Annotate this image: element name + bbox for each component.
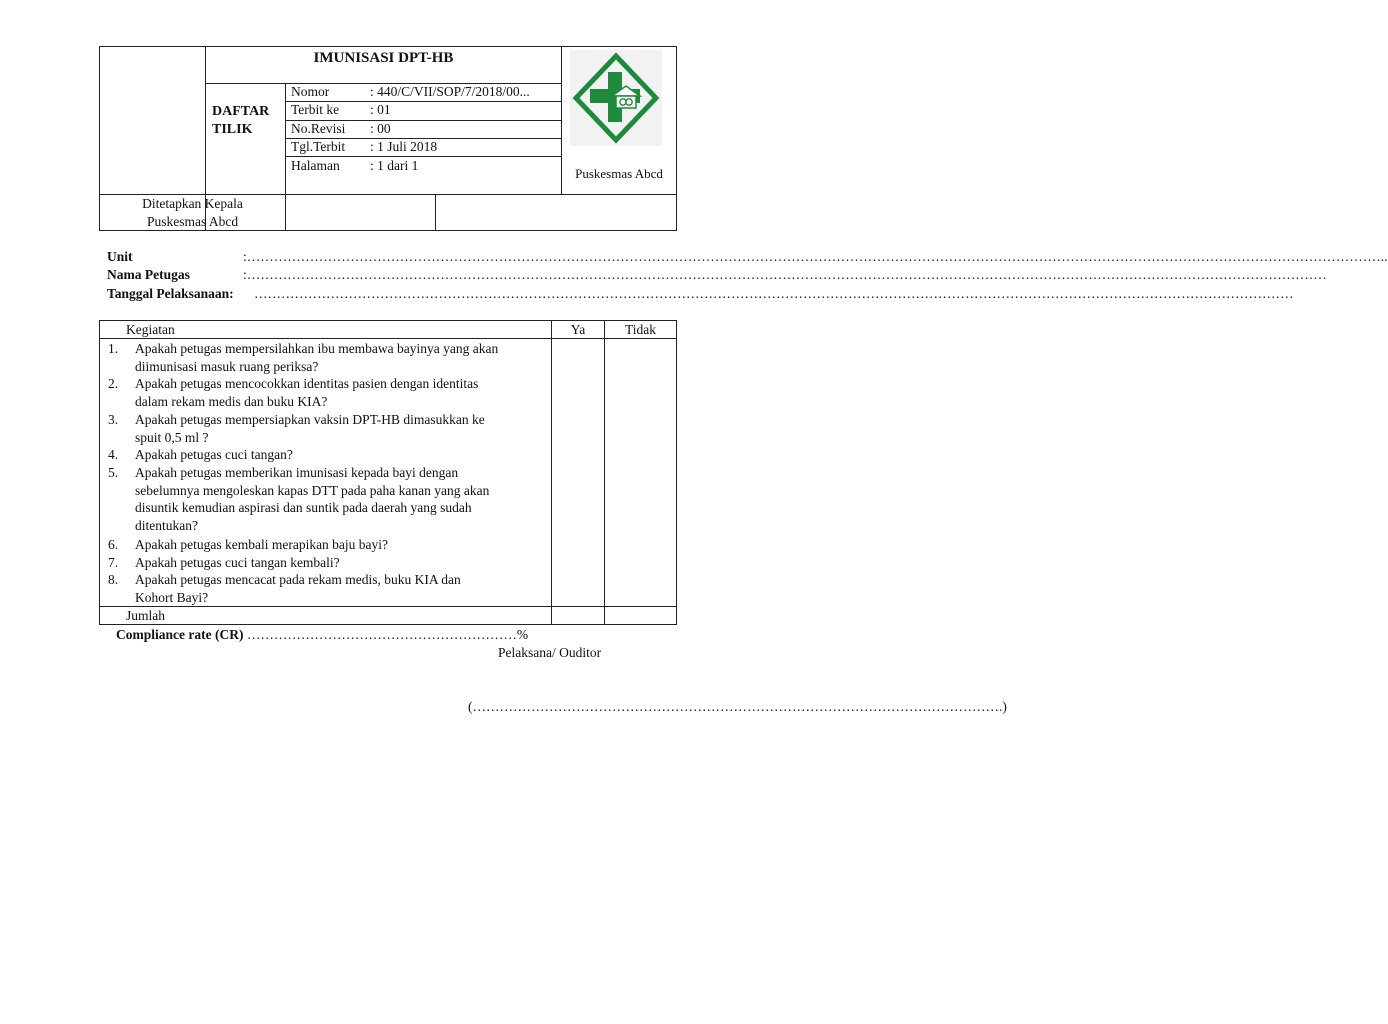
- item-text-line: sebelumnya mengoleskan kapas DTT pada paha kanan yang akan: [135, 482, 490, 498]
- item-text-line: Apakah petugas memberikan imunisasi kepada bayi dengan: [135, 465, 459, 480]
- item-text-line: diimunisasi masuk ruang periksa?: [135, 358, 319, 374]
- meta-row-page: Halaman : 1 dari 1: [291, 158, 419, 173]
- item-text: [135, 375, 550, 410]
- item-text-line: Apakah petugas mencacat pada rekam medis, buku KIA dan: [135, 572, 461, 587]
- item-text-line: Kohort Bayi?: [135, 589, 209, 605]
- compliance-blank[interactable]: ……………………………………………………%: [246, 627, 529, 642]
- field-label-officer: Nama Petugas: [107, 267, 190, 282]
- item-number: 5.: [108, 465, 119, 480]
- meta-row-revision: No.Revisi : 00: [291, 121, 391, 136]
- item-text-line: Apakah petugas kembali merapikan baju bayi?: [135, 537, 389, 552]
- meta-row-date: Tgl.Terbit : 1 Juli 2018: [291, 139, 438, 154]
- item-text-line: dalam rekam medis dan buku KIA?: [135, 393, 328, 409]
- column-header-yes: Ya: [570, 322, 586, 337]
- meta-row-number: Nomor : 440/C/VII/SOP/7/2018/00...: [291, 84, 530, 99]
- field-blank-officer[interactable]: :……………………………………………………………………………………………………………………………………………………………………………………………………………………: [243, 267, 1327, 282]
- item-number: 3.: [108, 412, 119, 427]
- column-header-no: Tidak: [624, 322, 656, 337]
- signature-blank[interactable]: (……………………………………………………………………………………………………….): [468, 699, 1007, 714]
- item-text: [135, 446, 550, 464]
- field-label-date: Tanggal Pelaksanaan:: [107, 286, 234, 301]
- doc-type-label: DAFTAR TILIK: [212, 104, 270, 137]
- compliance-rate: [116, 626, 528, 644]
- item-number: 4.: [108, 447, 119, 462]
- column-header-activity: Kegiatan: [126, 322, 175, 337]
- document-title: IMUNISASI DPT-HB: [313, 50, 454, 66]
- total-row-label: Jumlah: [126, 608, 165, 623]
- item-text: [135, 536, 550, 554]
- item-text-line: Apakah petugas mempersilahkan ibu membawa bayinya yang akan: [135, 341, 499, 356]
- item-number: 6.: [108, 537, 119, 552]
- item-text: [135, 464, 550, 534]
- item-text-line: Apakah petugas mencocokkan identitas pasien dengan identitas: [135, 376, 479, 391]
- item-number: 2.: [108, 376, 119, 391]
- item-text: [135, 554, 550, 572]
- item-text-line: Apakah petugas cuci tangan?: [135, 447, 293, 462]
- field-blank-unit[interactable]: :………………………………………………………………………………………………………………………………………………………………………………………………………………………………..: [243, 249, 1388, 264]
- org-name: Puskesmas Abcd: [575, 166, 663, 181]
- signature-role: Pelaksana/ Ouditor: [498, 645, 602, 660]
- item-text-line: disuntik kemudian aspirasi dan suntik pada daerah yang sudah: [135, 500, 472, 515]
- compliance-label: Compliance rate (CR): [116, 627, 244, 642]
- item-text: [135, 340, 550, 375]
- item-text-line: Apakah petugas cuci tangan kembali?: [135, 555, 340, 570]
- field-blank-date[interactable]: ……………………………………………………………………………………………………………………………………………………………………………………………………………: [254, 286, 1294, 301]
- item-number: 7.: [108, 555, 119, 570]
- meta-row-issue: Terbit ke : 01: [291, 102, 391, 117]
- item-text: [135, 411, 550, 446]
- item-number: 8.: [108, 572, 119, 587]
- item-text-line: spuit 0,5 ml ?: [135, 429, 209, 445]
- puskesmas-logo-icon: [570, 50, 662, 146]
- item-text-line: ditentukan?: [135, 517, 198, 533]
- item-text: [135, 571, 550, 606]
- item-text-line: Apakah petugas mempersiapkan vaksin DPT-HB dimasukkan ke: [135, 412, 485, 427]
- approval-label: Ditetapkan Kepala Puskesmas Abcd: [142, 196, 243, 229]
- item-number: 1.: [108, 341, 119, 356]
- field-label-unit: Unit: [107, 249, 133, 264]
